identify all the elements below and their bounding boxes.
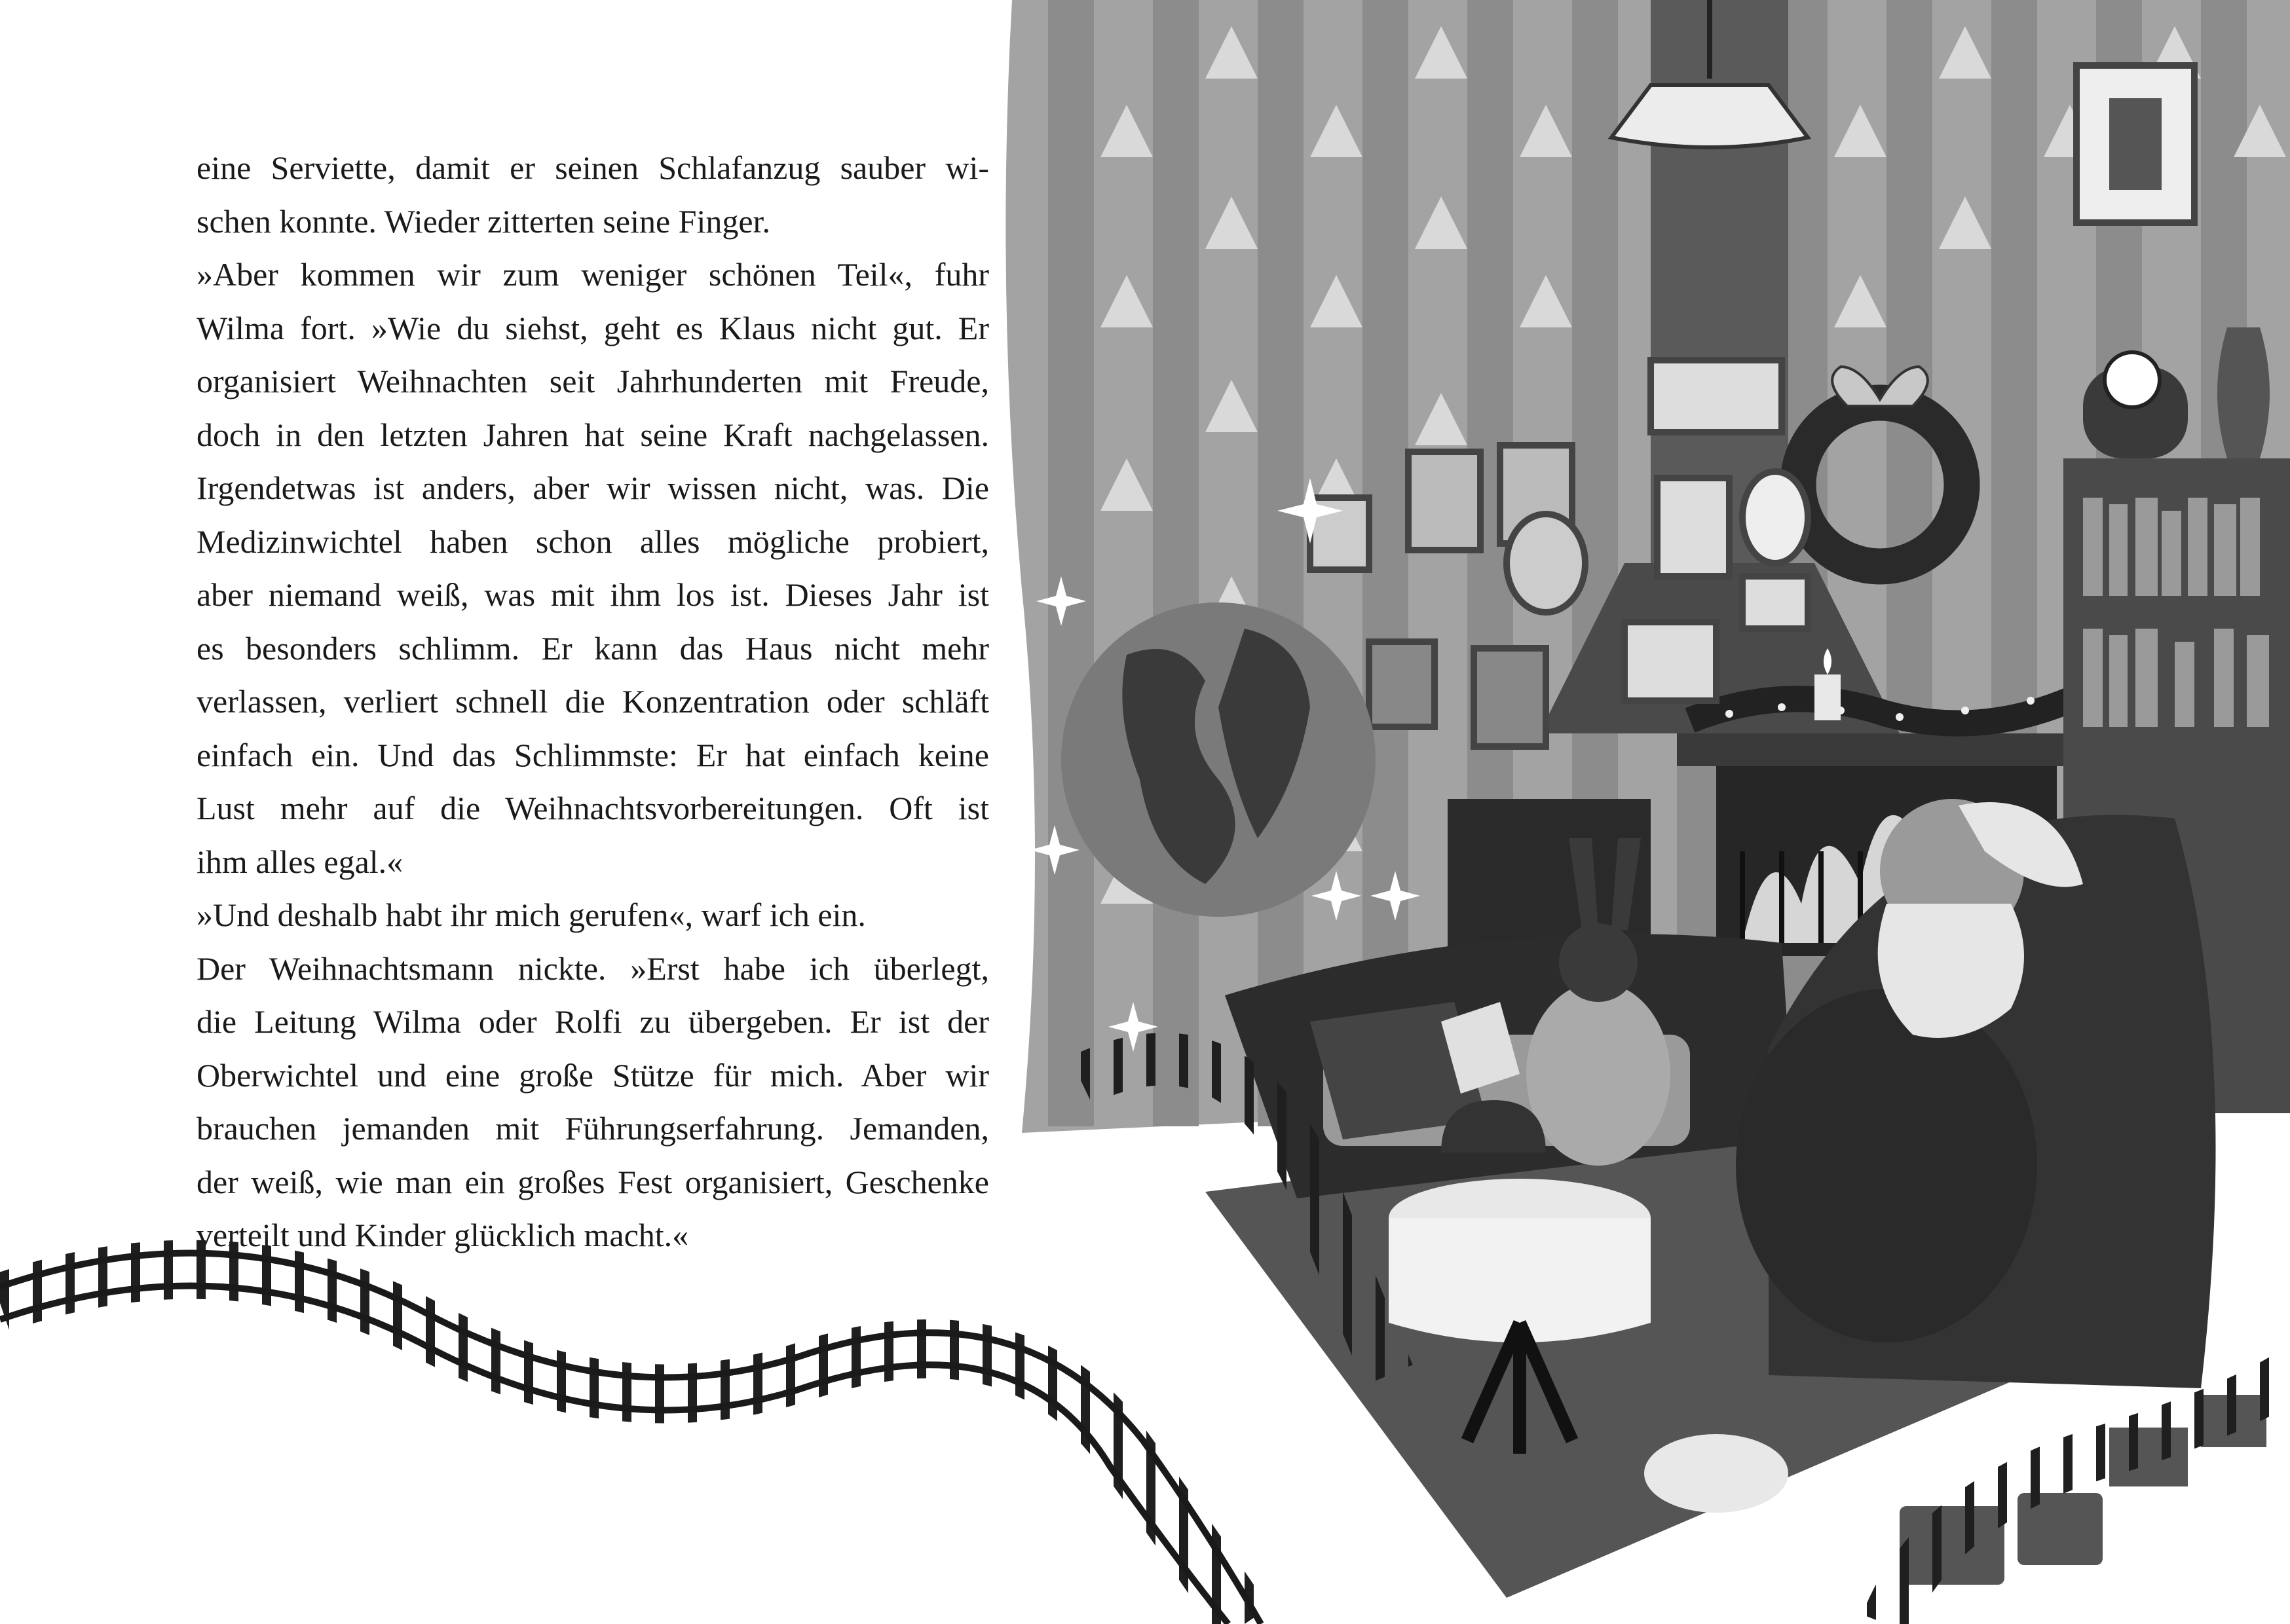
- text-line: verlassen, verliert schnell die Konzentration oder schläft: [197, 683, 989, 720]
- text-line: die Leitung Wilma oder Rolfi zu übergeben. Er ist der: [197, 1003, 989, 1040]
- text-line: doch in den letzten Jahren hat seine Kraft nachgelassen.: [197, 416, 989, 453]
- frame-train: [1651, 360, 1782, 432]
- text-line: organisiert Weihnachten seit Jahrhunderten mit Freude,: [197, 363, 989, 399]
- text-line: Der Weihnachtsmann nickte. »Erst habe ich überlegt,: [197, 950, 989, 987]
- text-line: Oberwichtel und eine große Stütze für mich. Aber wir: [197, 1056, 989, 1094]
- text-line: schen konnte. Wieder zitterten seine Finger.: [197, 202, 770, 240]
- frame-cameo: [1507, 514, 1585, 612]
- text-line: Wilma fort. »Wie du siehst, geht es Klaus nicht gut. Er: [197, 309, 989, 346]
- text-line: es besonders schlimm. Er kann das Haus nicht mehr: [197, 629, 989, 667]
- mantel: [1677, 733, 2083, 766]
- frame-landscape: [1742, 576, 1808, 629]
- frame-lower: [1369, 642, 1435, 727]
- text-line: einfach ein. Und das Schlimmste: Er hat einfach keine: [197, 736, 989, 773]
- text-line: aber niemand weiß, was mit ihm los ist. Dieses Jahr ist: [197, 576, 989, 613]
- text-line: »Aber kommen wir zum weniger schönen Teil«, fuhr: [197, 256, 989, 293]
- text-line: brauchen jemanden mit Führungserfahrung. Jemanden,: [197, 1110, 989, 1147]
- bunny-body: [1526, 982, 1670, 1166]
- text-line: ihm alles egal.«: [197, 843, 404, 880]
- bunny-head: [1559, 923, 1638, 1002]
- frame-oval: [1742, 471, 1808, 563]
- frame-trees: [1624, 622, 1716, 701]
- text-line: Medizinwichtel haben schon alles mögliche probiert,: [197, 523, 989, 560]
- text-line: eine Serviette, damit er seinen Schlafanzug sauber wi-: [197, 149, 989, 186]
- text-line: Lust mehr auf die Weihnachtsvorbereitungen. Oft ist: [197, 790, 989, 826]
- text-line: der weiß, wie man ein großes Fest organisiert, Geschenke: [197, 1163, 989, 1200]
- santa-body: [1736, 989, 2037, 1342]
- slippers: [1644, 1434, 1788, 1513]
- text-line: verteilt und Kinder glücklich macht.«: [197, 1217, 689, 1253]
- frame-candle: [1474, 648, 1546, 747]
- frame-portrait-1: [1408, 452, 1480, 550]
- text-line: Irgendetwas ist anders, aber wir wissen nicht, was. Die: [197, 470, 989, 506]
- text-line: »Und deshalb habt ihr mich gerufen«, warf ich ein.: [197, 896, 866, 933]
- frame-house: [1657, 478, 1729, 576]
- globe: [1061, 602, 1376, 917]
- mantel-candle: [1814, 674, 1841, 720]
- vase: [2217, 327, 2270, 458]
